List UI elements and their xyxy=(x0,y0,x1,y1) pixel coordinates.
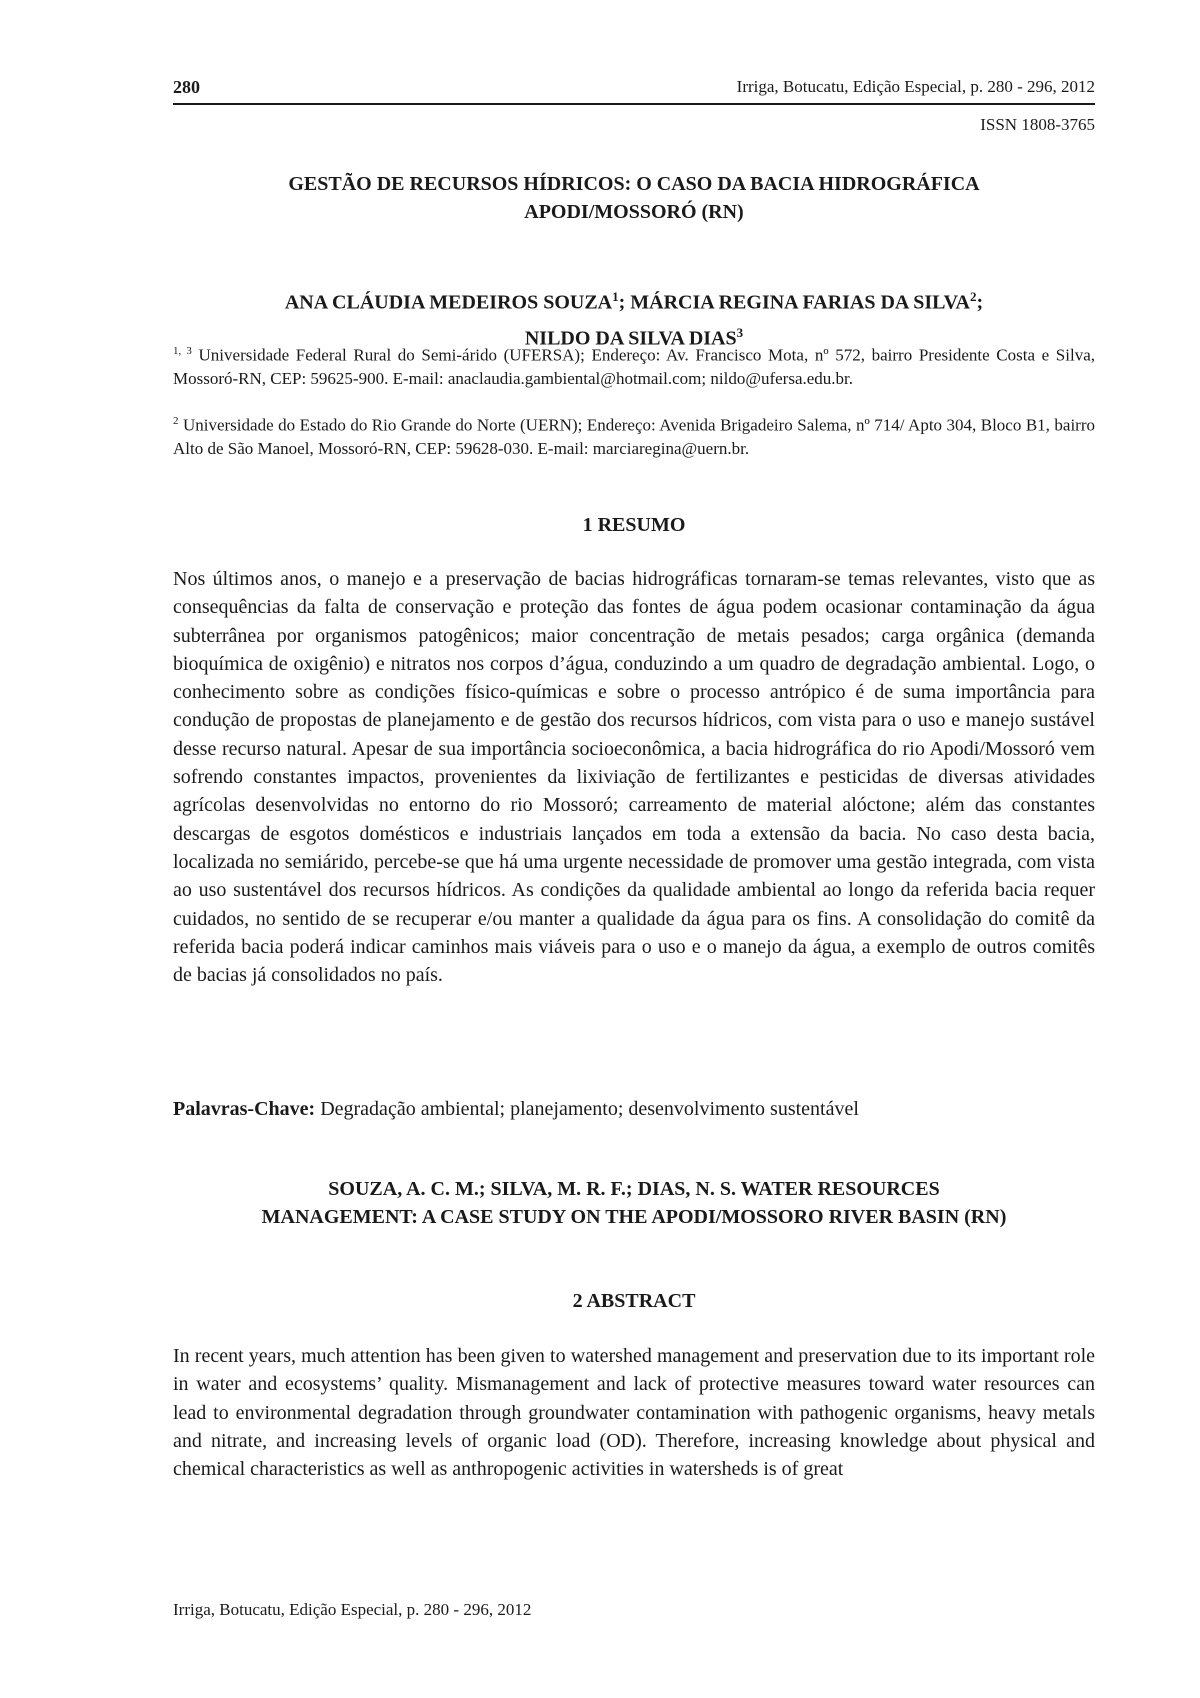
author-name: MÁRCIA REGINA FARIAS DA SILVA xyxy=(630,291,970,314)
keywords xyxy=(173,1098,859,1121)
author-separator: ; xyxy=(618,291,631,314)
author-affiliation-marker: 1 xyxy=(612,289,619,304)
resumo-body: Nos últimos anos, o manejo e a preservação de bacias hidrográficas tornaram-se temas relevantes, visto que as consequências da falta de conservação e proteção das fontes de água podem ocasionar contaminação da água subterrânea por organismos patogênicos; maior concentração de metais pesados; carga orgânica (demanda bioquímica de oxigênio) e nitratos nos corpos d’água, conduzindo a um quadro de degradação ambiental. Logo, o conhecimento sobre as condições físico-químicas e sobre o processo antrópico é de suma importância para condução de propostas de planejamento e de gestão dos recursos hídricos, com vista para o uso e manejo sustável desse recurso natural. Apesar de sua importância socioeconômica, a bacia hidrográfica do rio Apodi/Mossoró vem sofrendo constantes impactos, provenientes da lixiviação de fertilizantes e pesticidas de diversas atividades agrícolas desenvolvidas no entorno do rio Mossoró; carreamento de material alóctone; além das constantes descargas de esgotos domésticos e industriais lançados em toda a extensão da bacia. No caso desta bacia, localizada no semiárido, percebe-se que há uma urgente necessidade de promover uma gestão integrada, com vista ao uso sustentável dos recursos hídricos. As condições da qualidade ambiental ao longo da referida bacia requer cuidados, no sentido de se recuperar e/ou manter a qualidade da água para os fins. A consolidação do comitê da referida bacia poderá indicar caminhos mais viáveis para o uso e o manejo da água, a exemplo de outros comitês de bacias já consolidados no país. xyxy=(173,568,1095,987)
keywords-text: Degradação ambiental; planejamento; desenvolvimento sustentável xyxy=(315,1098,859,1120)
author-affiliation-marker: 2 xyxy=(970,289,977,304)
journal-citation: Irriga, Botucatu, Edição Especial, p. 280 - 296, 2012 xyxy=(736,77,1095,96)
issn: ISSN 1808-3765 xyxy=(980,115,1095,134)
paper-title xyxy=(173,170,1095,226)
english-title-line-1: SOUZA, A. C. M.; SILVA, M. R. F.; DIAS, N. S. WATER RESOURCES xyxy=(328,1178,940,1200)
english-title xyxy=(173,1175,1095,1231)
paper-title-line-1: GESTÃO DE RECURSOS HÍDRICOS: O CASO DA BACIA HIDROGRÁFICA xyxy=(288,173,980,195)
author-line-1 xyxy=(173,282,1095,318)
resumo-heading: 1 RESUMO xyxy=(582,514,686,536)
author-affiliation-marker: 3 xyxy=(736,324,744,340)
abstract-body: In recent years, much attention has been given to watershed management and preservation due to its important role in water and ecosystems’ quality. Mismanagement and lack of protective measures toward water resources can lead to environmental degradation through groundwater contamination with pathogenic organisms, heavy metals and nitrate, and increasing levels of organic load (OD). Therefore, increasing knowledge about physical and chemical characteristics as well as anthropogenic activities in watersheds is of great xyxy=(173,1345,1095,1481)
running-footer: Irriga, Botucatu, Edição Especial, p. 280 - 296, 2012 xyxy=(173,1600,532,1619)
abstract-heading: 2 ABSTRACT xyxy=(572,1290,696,1312)
author-separator: ; xyxy=(976,291,984,314)
affiliation xyxy=(173,340,1095,390)
paper-title-line-2: APODI/MOSSORÓ (RN) xyxy=(524,201,744,223)
affiliation-text: Universidade do Estado do Rio Grande do Norte (UERN); Endereço: Avenida Brigadeiro Salema, nº 714/ Apto 304, Bloco B1, bairro Alto de São Manoel, Mossoró-RN, CEP: 59628-030. E-mail: marciaregina@uern.br. xyxy=(173,415,1095,458)
affiliation-text: Universidade Federal Rural do Semi-árido (UFERSA); Endereço: Av. Francisco Mota, nº 572, bairro Presidente Costa e Silva, Mossoró-RN, CEP: 59625-900. E-mail: anaclaudia.gambiental@hotmail.com; nildo@ufersa.edu.br. xyxy=(173,345,1095,388)
affiliation xyxy=(173,410,1095,460)
running-header xyxy=(173,75,1095,105)
english-title-line-2: MANAGEMENT: A CASE STUDY ON THE APODI/MOSSORO RIVER BASIN (RN) xyxy=(261,1206,1007,1228)
affiliation-marker: 1, 3 xyxy=(173,345,192,357)
paper-page xyxy=(173,0,1095,1698)
author-name: ANA CLÁUDIA MEDEIROS SOUZA xyxy=(284,291,613,314)
page-number: 280 xyxy=(173,77,200,97)
affiliation-marker: 2 xyxy=(173,415,179,427)
author-name: NILDO DA SILVA DIAS xyxy=(524,327,737,350)
keywords-label: Palavras-Chave: xyxy=(173,1098,316,1120)
